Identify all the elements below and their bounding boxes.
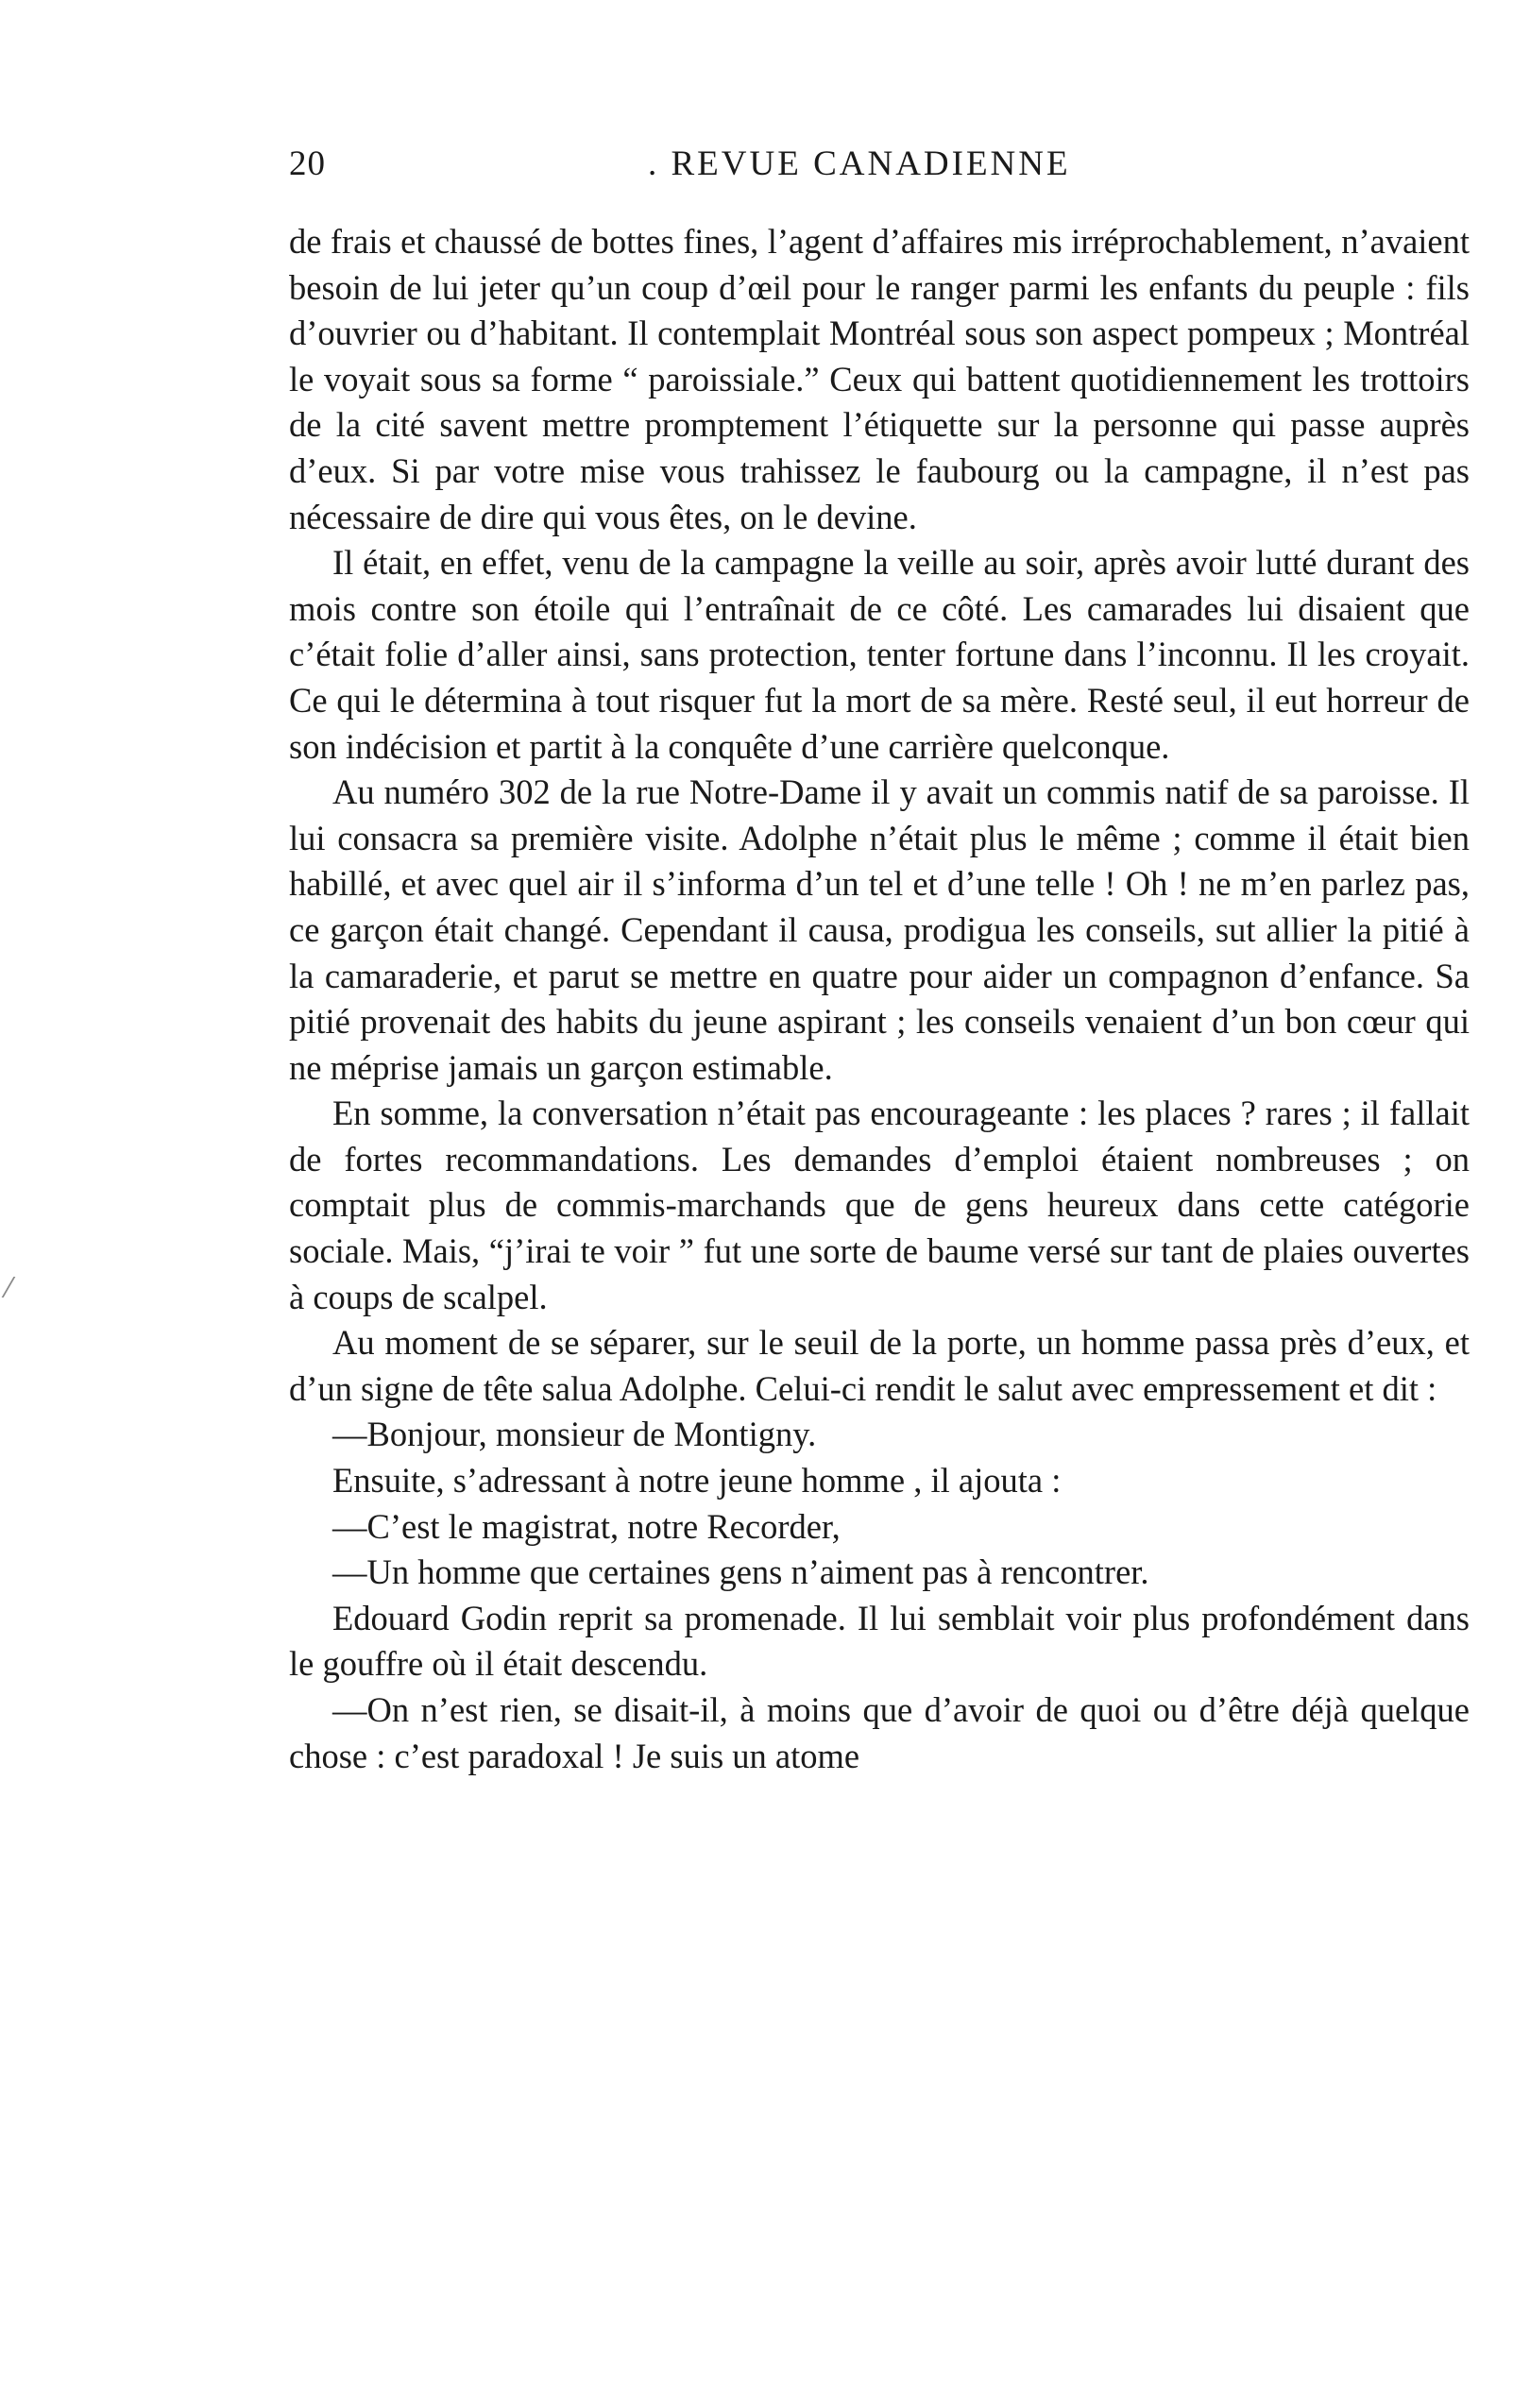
dialogue-paragraph: —On n’est rien, se disait-il, à moins que d’avoir de quoi ou d’être déjà quelque chose : c’est paradoxal ! Je suis un atome (289, 1690, 1470, 1775)
paragraph: Il était, en effet, venu de la campagne la veille au soir, après avoir lutté durant des mois contre son étoile qui l’entraînait de ce côté. Les camarades lui disaient que c’était folie d’aller ainsi, sans protection, tenter fortune dans l’inconnu. Il les croyait. Ce qui le détermina à tout risquer fut la mort de sa mère. Resté seul, il eut horreur de son indécision et partit à la conquête d’une carrière quelconque. (289, 543, 1470, 766)
body-text (289, 219, 1470, 1779)
paragraph: En somme, la conversation n’était pas encourageante : les places ? rares ; il fallait de fortes recommandations. Les demandes d’emploi étaient nombreuses ; on comptait plus de commis-marchands que de gens heureux dans cette catégorie sociale. Mais, “j’irai te voir ” fut une sorte de baume versé sur tant de plaies ouvertes à coups de scalpel. (289, 1094, 1470, 1316)
dialogue-line: —C’est le magistrat, notre Recorder, (332, 1506, 841, 1546)
paragraph: Au moment de se séparer, sur le seuil de la porte, un homme passa près d’eux, et d’un signe de tête salua Adolphe. Celui-ci rendit le salut avec empressement et dit : (289, 1323, 1470, 1408)
paragraph: Au numéro 302 de la rue Notre-Dame il y avait un commis natif de sa paroisse. Il lui consacra sa première visite. Adolphe n’était plus le même ; comme il était bien habillé, et avec quel air il s’informa d’un tel et d’une telle ! Oh ! ne m’en parlez pas, ce garçon était changé. Cependant il causa, prodigua les conseils, sut allier la pitié à la camaraderie, et parut se mettre en quatre pour aider un compagnon d’enfance. Sa pitié provenait des habits du jeune aspirant ; les conseils venaient d’un bon cœur qui ne méprise jamais un garçon estimable. (289, 772, 1470, 1087)
paragraph-continued: de frais et chaussé de bottes fines, l’agent d’affaires mis irréprochablement, n’avaient besoin de lui jeter qu’un coup d’œil pour le ranger parmi les enfants du peuple : fils d’ouvrier ou d’habitant. Il contemplait Montréal sous son aspect pompeux ; Montréal le voyait sous sa forme “ paroissiale.” Ceux qui battent quotidiennement les trottoirs de la cité savent mettre promptement l’étiquette sur la personne qui passe auprès d’eux. Si par votre mise vous trahissez le faubourg ou la campagne, il n’est pas nécessaire de dire qui vous êtes, on le devine. (289, 222, 1470, 536)
paragraph: Ensuite, s’adressant à notre jeune homme , il ajouta : (332, 1461, 1062, 1501)
running-title: . REVUE CANADIENNE (648, 144, 1071, 183)
paragraph: Edouard Godin reprit sa promenade. Il lui semblait voir plus profondément dans le gouffre où il était descendu. (289, 1598, 1470, 1684)
page-number: 20 (289, 144, 326, 183)
dialogue-line: —Un homme que certaines gens n’aiment pas à rencontrer. (332, 1552, 1149, 1592)
dialogue-line: —Bonjour, monsieur de Montigny. (332, 1415, 817, 1454)
margin-mark (2, 1277, 31, 1297)
running-head (289, 144, 1470, 193)
